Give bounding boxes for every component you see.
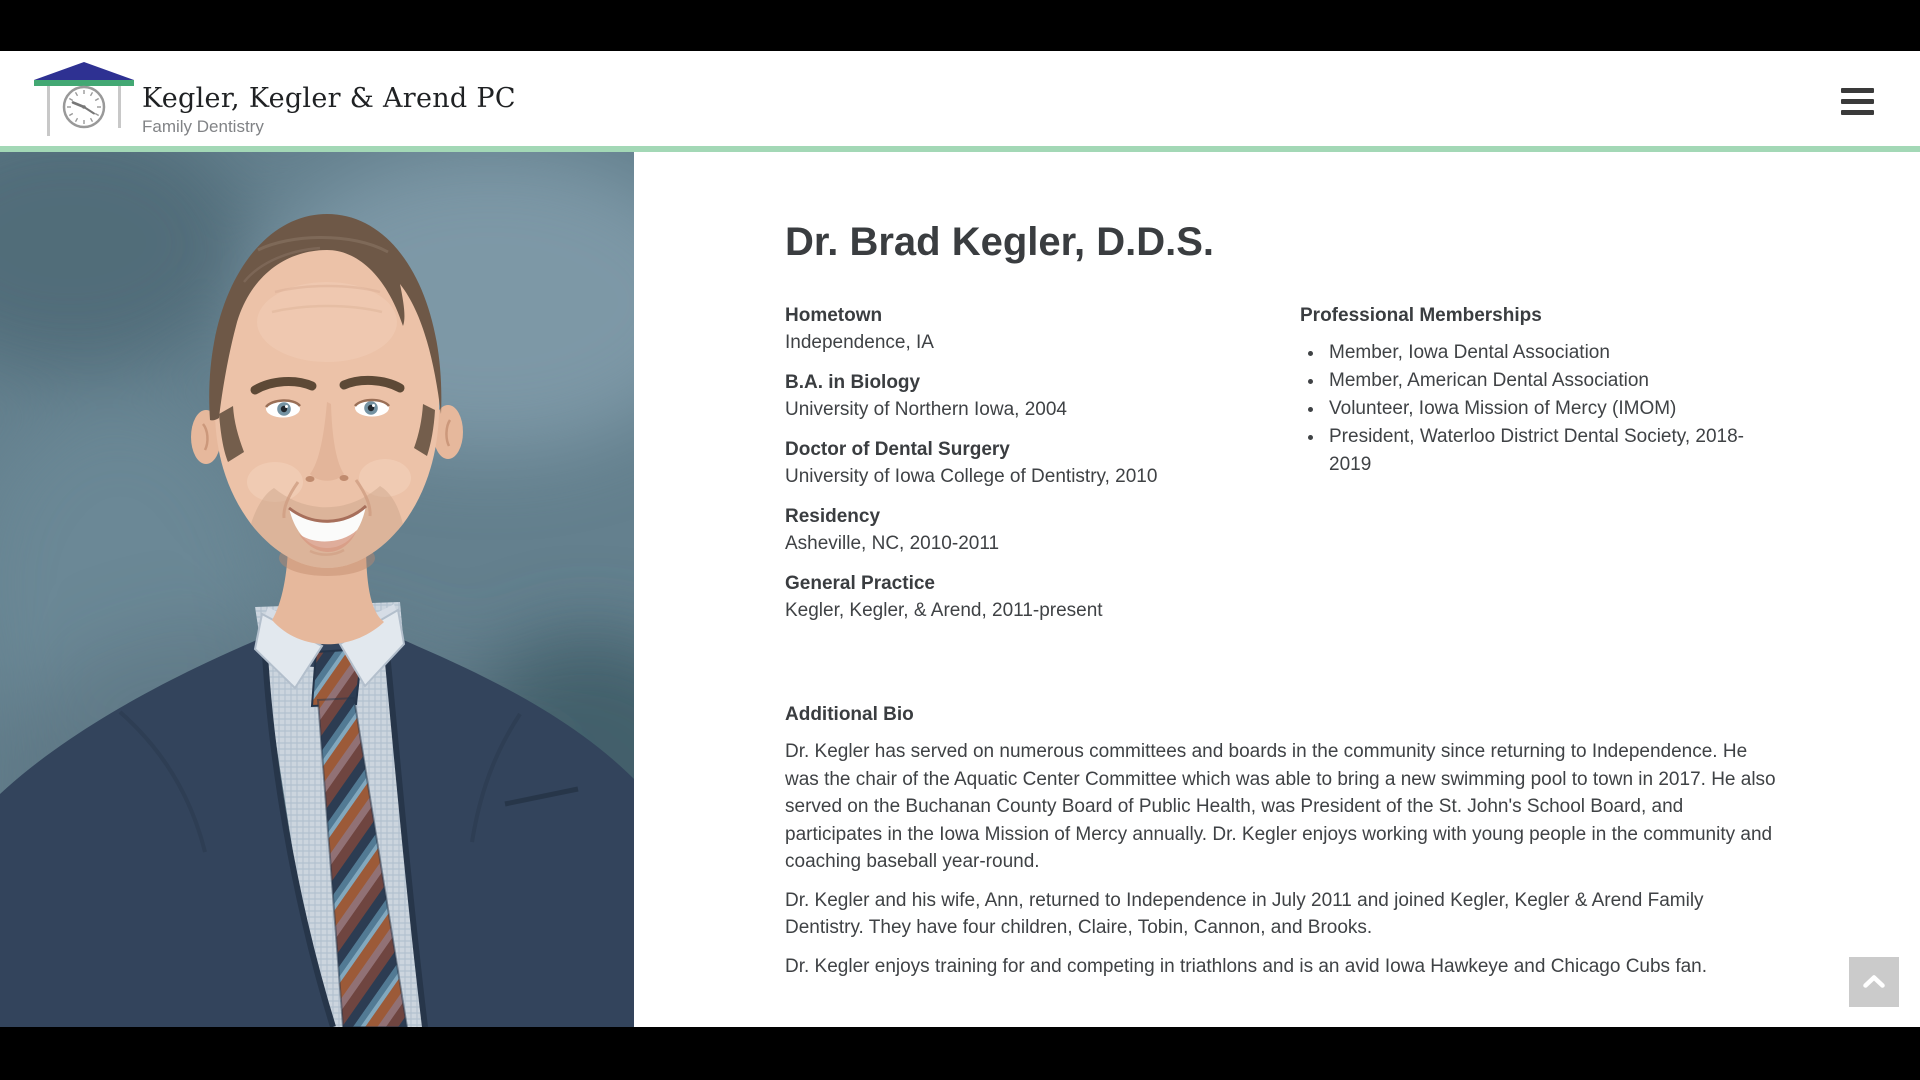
brand-tagline: Family Dentistry	[142, 117, 264, 136]
detail-value: University of Northern Iowa, 2004	[785, 399, 1067, 420]
detail-label: General Practice	[785, 573, 935, 594]
membership-item: • Member, Iowa Dental Association	[1325, 339, 1755, 367]
detail-value: Kegler, Kegler, & Arend, 2011-present	[785, 600, 1103, 621]
memberships-column	[1300, 302, 1755, 637]
detail-group	[785, 503, 1300, 557]
detail-label: Doctor of Dental Surgery	[785, 439, 1010, 460]
detail-value: University of Iowa College of Dentistry, 2010	[785, 466, 1158, 487]
site-header	[0, 51, 1920, 146]
detail-group	[785, 369, 1300, 423]
bio-title: Additional Bio	[785, 704, 914, 725]
brand	[142, 84, 516, 137]
clocktower-logo-icon[interactable]	[34, 60, 134, 144]
detail-group	[785, 570, 1300, 624]
membership-item: • Volunteer, Iowa Mission of Mercy (IMOM)	[1325, 395, 1755, 423]
page-title: Dr. Brad Kegler, D.D.S.	[785, 220, 1215, 264]
detail-label: B.A. in Biology	[785, 372, 921, 393]
brand-name[interactable]: Kegler, Kegler & Arend PC	[142, 83, 516, 114]
detail-label: Residency	[785, 506, 881, 527]
detail-group	[785, 436, 1300, 490]
credentials-column	[785, 302, 1300, 637]
detail-value: Independence, IA	[785, 332, 934, 353]
detail-value: Asheville, NC, 2010-2011	[785, 533, 1000, 554]
info-columns	[785, 302, 1785, 637]
detail-group	[785, 302, 1300, 356]
bio-content	[785, 219, 1785, 991]
chevron-up-icon	[1863, 974, 1885, 991]
bio-paragraph: Dr. Kegler enjoys training for and competing in triathlons and is an avid Iowa Hawkeye and Chicago Cubs fan.	[785, 955, 1708, 977]
scroll-to-top-button[interactable]	[1849, 957, 1899, 1007]
bio-paragraphs	[785, 738, 1785, 980]
bio-paragraph: Dr. Kegler and his wife, Ann, returned to Independence in July 2011 and joined Kegler, Kegler & Arend Family Dentistry. They have four children, Claire, Tobin, Cannon, and Brooks.	[785, 889, 1704, 939]
memberships-title: Professional Memberships	[1300, 305, 1542, 326]
hamburger-icon[interactable]	[1841, 87, 1874, 115]
memberships-list	[1300, 339, 1755, 479]
bottom-letterbox-bar	[0, 1027, 1920, 1080]
top-letterbox-bar	[0, 0, 1920, 51]
detail-label: Hometown	[785, 305, 883, 326]
doctor-portrait-photo	[0, 152, 634, 1027]
bio-paragraph: Dr. Kegler has served on numerous committees and boards in the community since returning to Independence. He was the chair of the Aquatic Center Committee which was able to bring a new swimming pool to town in 2017. He also served on the Buchanan County Board of Public Health, was President of the St. John's School Board, and participates in the Iowa Mission of Mercy annually. Dr. Kegler enjoys working with young people in the community and coaching baseball year-round.	[785, 741, 1776, 873]
membership-item: • President, Waterloo District Dental Society, 2018-2019	[1325, 423, 1755, 479]
membership-item: • Member, American Dental Association	[1325, 367, 1755, 395]
